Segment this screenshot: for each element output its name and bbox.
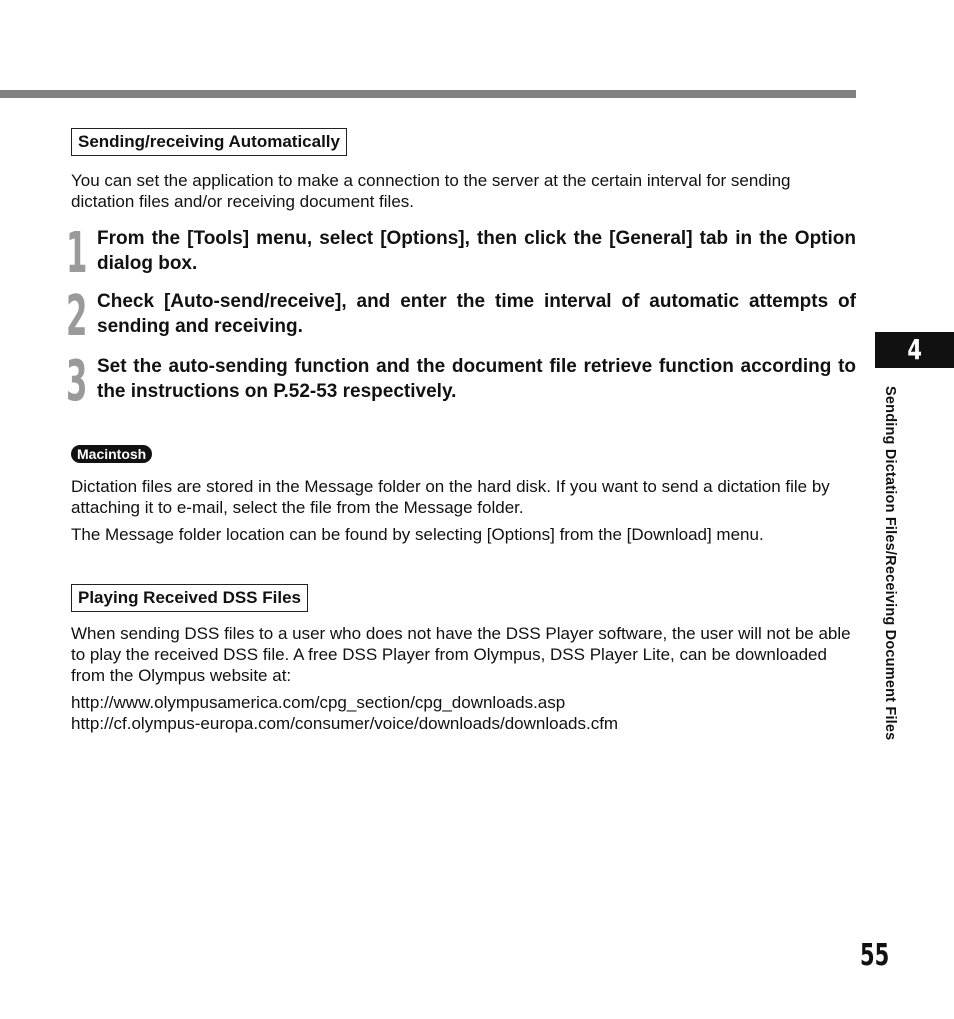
step-number: 1 bbox=[66, 221, 88, 286]
section-heading-auto-send: Sending/receiving Automatically bbox=[71, 128, 347, 156]
step-text: Check [Auto-send/receive], and enter the time interval of automatic attempts of sending and receiving. bbox=[97, 291, 856, 337]
chapter-side-title: Sending Dictation Files/Receiving Document Files bbox=[882, 386, 898, 741]
step-number: 2 bbox=[66, 284, 88, 349]
macintosh-badge: Macintosh bbox=[71, 445, 152, 463]
step-number: 3 bbox=[66, 349, 88, 414]
step-text: From the [Tools] menu, select [Options], then click the [General] tab in the Option dialog box. bbox=[97, 228, 856, 274]
mac-paragraph-1: Dictation files are stored in the Message folder on the hard disk. If you want to send a dictation file by attaching it to e-mail, select the file from the Message folder. bbox=[71, 477, 830, 517]
page-number: 55 bbox=[860, 938, 890, 973]
url-link-america[interactable]: http://www.olympusamerica.com/cpg_section/cpg_downloads.asp bbox=[71, 693, 566, 712]
url-link-europa[interactable]: http://cf.olympus-europa.com/consumer/voice/downloads/downloads.cfm bbox=[71, 714, 619, 733]
url-list bbox=[71, 692, 618, 734]
step-text: Set the auto-sending function and the document file retrieve function according to the instructions on P.52-53 respectively. bbox=[97, 356, 856, 402]
top-rule bbox=[0, 90, 856, 98]
mac-paragraph-2: The Message folder location can be found by selecting [Options] from the [Download] menu. bbox=[71, 525, 764, 544]
chapter-tab bbox=[875, 332, 954, 368]
chapter-number: 4 bbox=[907, 333, 922, 366]
section-intro: You can set the application to make a connection to the server at the certain interval for sending dictation files and/or receiving document files. bbox=[71, 171, 791, 211]
dss-paragraph: When sending DSS files to a user who does not have the DSS Player software, the user will not be able to play the received DSS file. A free DSS Player from Olympus, DSS Player Lite, can be downloaded from the Olympus website at: bbox=[71, 624, 851, 685]
section-heading-playing-dss: Playing Received DSS Files bbox=[71, 584, 308, 612]
